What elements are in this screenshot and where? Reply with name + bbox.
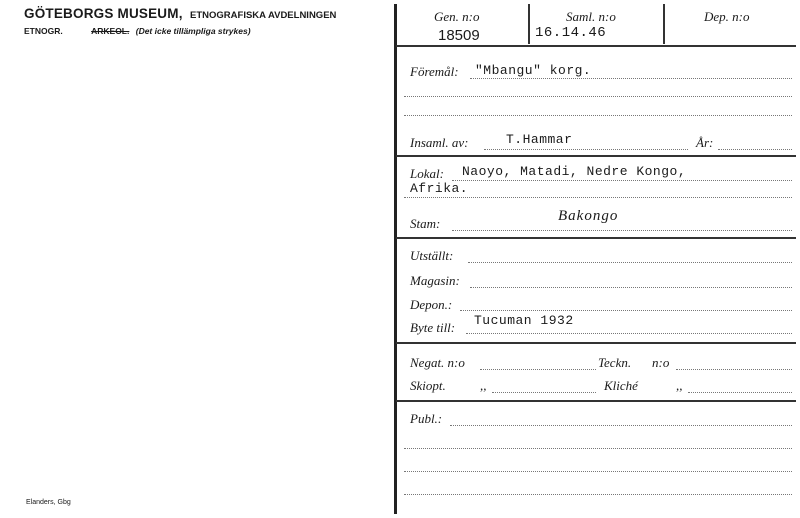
stam-value: Bakongo <box>558 208 619 224</box>
department-name: ETNOGRAFISKA AVDELNINGEN <box>190 10 337 21</box>
insaml-value: T.Hammar <box>506 132 573 147</box>
byte-value: Tucuman 1932 <box>474 313 574 328</box>
dep-label: Dep. n:o <box>704 9 750 24</box>
utstallt-line <box>468 262 792 263</box>
publ-line-4 <box>404 494 792 495</box>
publ-line <box>450 425 792 426</box>
publ-label: Publ.: <box>410 411 443 426</box>
publ-line-3 <box>404 471 792 472</box>
section-line-1 <box>396 155 796 157</box>
foremal-line-2 <box>404 96 792 97</box>
depon-label: Depon.: <box>410 297 453 312</box>
kliche-ditto: ,, <box>676 378 683 393</box>
strike-note: (Det icke tillämpliga strykes) <box>135 26 251 36</box>
foremal-value: "Mbangu" korg. <box>475 63 592 78</box>
gen-value: 18509 <box>438 27 480 44</box>
negat-label: Negat. n:o <box>410 355 465 370</box>
kliche-label: Kliché <box>604 378 638 393</box>
foremal-line <box>470 78 792 79</box>
ar-line <box>718 149 792 150</box>
teckn-label: Teckn. <box>598 355 632 370</box>
card-subheader <box>24 26 251 36</box>
column-divider-2 <box>663 4 665 44</box>
teckn-line <box>676 369 792 370</box>
card-header <box>24 6 336 21</box>
printer-mark: Elanders, Gbg <box>26 499 71 506</box>
gen-label: Gen. n:o <box>434 9 480 24</box>
etnogr-label: ETNOGR. <box>24 26 63 36</box>
ar-label: År: <box>696 135 714 150</box>
museum-name: GÖTEBORGS MUSEUM, <box>24 6 183 21</box>
lokal-line <box>452 180 792 181</box>
magasin-label: Magasin: <box>410 273 460 288</box>
stam-label: Stam: <box>410 216 441 231</box>
card-divider <box>394 4 397 514</box>
skiopt-ditto: ,, <box>480 378 487 393</box>
lokal-line-2 <box>404 197 792 198</box>
saml-value: 16.14.46 <box>535 25 607 41</box>
column-divider-1 <box>528 4 530 44</box>
publ-line-2 <box>404 448 792 449</box>
arkeol-label: ARKEOL. <box>91 26 130 36</box>
section-line-2 <box>396 237 796 239</box>
lokal-value-2: Afrika. <box>410 181 469 196</box>
foremal-label: Föremål: <box>410 64 459 79</box>
negat-line <box>480 369 596 370</box>
skiopt-label: Skiopt. <box>410 378 446 393</box>
teckn-no-label: n:o <box>652 355 670 370</box>
section-line-3 <box>396 342 796 344</box>
magasin-line <box>470 287 792 288</box>
skiopt-line <box>492 392 596 393</box>
insaml-label: Insaml. av: <box>410 135 469 150</box>
foremal-line-3 <box>404 115 792 116</box>
kliche-line <box>688 392 792 393</box>
byte-label: Byte till: <box>410 320 456 335</box>
depon-line <box>460 310 792 311</box>
byte-line <box>466 333 792 334</box>
section-line-4 <box>396 400 796 402</box>
utstallt-label: Utställt: <box>410 248 454 263</box>
lokal-label: Lokal: <box>410 166 444 181</box>
insaml-line <box>484 149 688 150</box>
lokal-value-1: Naoyo, Matadi, Nedre Kongo, <box>462 164 687 179</box>
saml-label: Saml. n:o <box>566 9 616 24</box>
stam-line <box>452 230 792 231</box>
column-bottom-line <box>396 45 796 47</box>
